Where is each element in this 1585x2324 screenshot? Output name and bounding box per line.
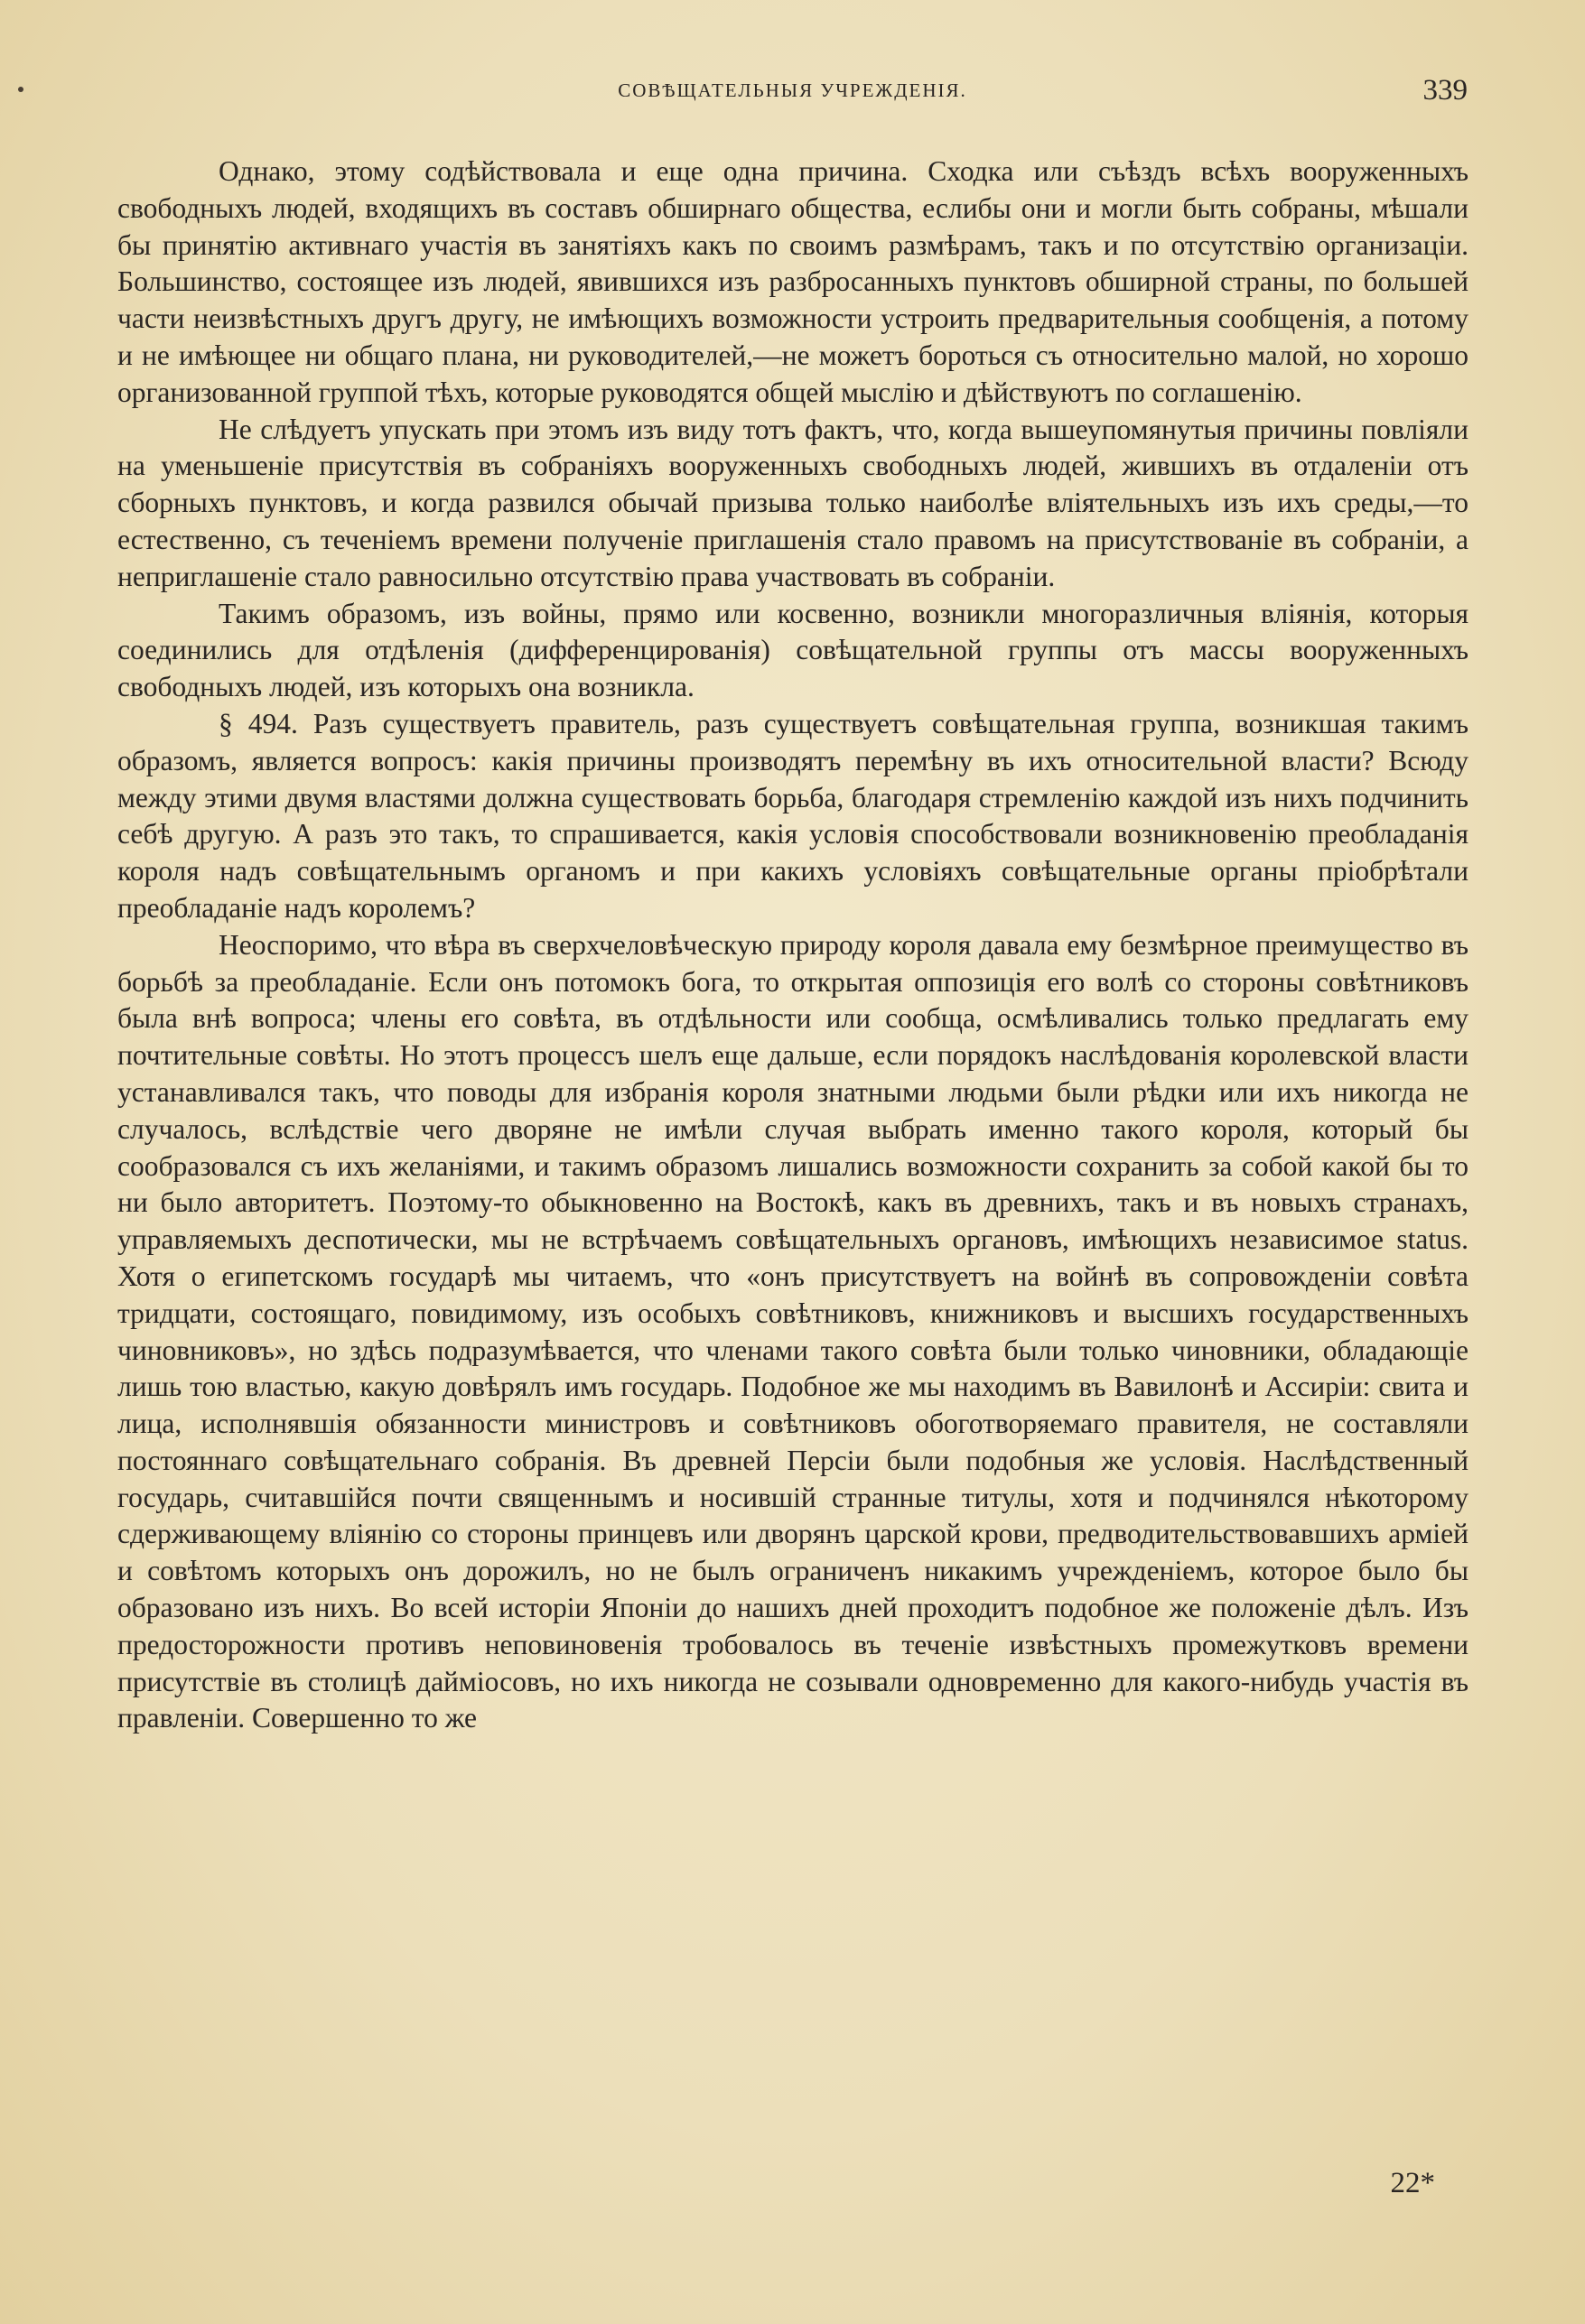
page-number: 339 xyxy=(1422,74,1468,107)
signature-mark: 22* xyxy=(1390,2167,1435,2199)
ink-speck xyxy=(18,87,23,92)
paragraph: Не слѣдуетъ упускать при этомъ изъ виду тотъ фактъ, что, когда вышеупомянутыя причины повліяли на уменьшеніе присутствія въ собраніяхъ вооруженныхъ свободныхъ людей, жившихъ въ отдаленіи отъ сборныхъ пунктовъ, и когда развился обычай призыва только наиболѣе вліятельныхъ изъ ихъ среды,—то естественно, съ теченіемъ времени полученіе приглашенія стало правомъ на присутствованіе въ собраніи, а неприглашеніе стало равносильно отсутствію права участвовать въ собраніи. xyxy=(117,413,1468,592)
paragraph-section-494: § 494. Разъ существуетъ правитель, разъ существуетъ совѣщательная группа, возникшая такимъ образомъ, является вопросъ: какія причины производятъ перемѣну въ ихъ относительной власти? Всюду между этими двумя властями должна существовать борьба, благодаря стремленію каждой изъ нихъ подчинить себѣ другую. А разъ это такъ, то спрашивается, какія условія способствовали возникновенію преобладанія короля надъ совѣщательнымъ органомъ и при какихъ условіяхъ совѣщательные органы пріобрѣтали преобладаніе надъ королемъ? xyxy=(117,707,1468,924)
running-head: СОВѢЩАТЕЛЬНЫЯ УЧРЕЖДЕНІЯ. xyxy=(618,79,967,101)
body-text xyxy=(117,153,1468,1737)
paragraph: Неоспоримо, что вѣра въ сверхчеловѣческую природу короля давала ему безмѣрное преимущество въ борьбѣ за преобладаніе. Если онъ потомокъ бога, то открытая оппозиція его волѣ со стороны совѣтниковъ была внѣ вопроса; члены его совѣта, въ отдѣльности или сообща, осмѣливались только предлагать ему почтительные совѣты. Но этотъ процессъ шелъ еще дальше, если порядокъ наслѣдованія королевской власти устанавливался такъ, что поводы для избранія короля знатными людьми были рѣдки или ихъ никогда не случалось, вслѣдствіе чего дворяне не имѣли случая выбрать именно такого короля, который бы сообразовался съ ихъ желаніями, и такимъ образомъ лишались возможности сохранить за собой какой бы то ни было авторитетъ. Поэтому-то обыкновенно на Востокѣ, какъ въ древнихъ, такъ и въ новыхъ странахъ, управляемыхъ деспотически, мы не встрѣчаемъ совѣщательныхъ органовъ, имѣющихъ независимое status. Хотя о египетскомъ государѣ мы читаемъ, что «онъ присутствуетъ на войнѣ въ сопровожденіи совѣта тридцати, состоящаго, повидимому, изъ особыхъ совѣтниковъ, книжниковъ и высшихъ государственныхъ чиновниковъ», но здѣсь подразумѣвается, что членами такого совѣта были только чиновники, обладающіе лишь тою властью, какую довѣрялъ имъ государь. Подобное же мы находимъ въ Вавилонѣ и Ассиріи: свита и лица, исполнявшія обязанности министровъ и совѣтниковъ обоготворяемаго правителя, не составляли постояннаго совѣщательнаго собранія. Въ древней Персіи были подобныя же условія. Наслѣдственный государь, считавшійся почти священнымъ и носившій странные титулы, хотя и подчинялся нѣкоторому сдерживающему вліянію со стороны принцевъ или дворянъ царской крови, предводительствовавшихъ арміей и совѣтомъ которыхъ онъ дорожилъ, но не былъ ограниченъ никакимъ учрежденіемъ, которое было бы образовано изъ нихъ. Во всей исторіи Японіи до нашихъ дней проходитъ подобное же положеніе дѣлъ. Изъ предосторожности противъ неповиновенія тробовалось въ теченіе извѣстныхъ промежутковъ времени присутствіе въ столицѣ даймiосовъ, но ихъ никогда не созывали одновременно для какого-нибудь участія въ правленіи. Совершенно то же xyxy=(117,928,1468,1734)
page-header xyxy=(117,74,1468,110)
paragraph: Такимъ образомъ, изъ войны, прямо или косвенно, возникли многоразличныя вліянія, которыя соединились для отдѣленія (дифференцированія) совѣщательной группы отъ массы вооруженныхъ свободныхъ людей, изъ которыхъ она возникла. xyxy=(117,597,1468,703)
paragraph: Однако, этому содѣйствовала и еще одна причина. Сходка или съѣздъ всѣхъ вооруженныхъ свободныхъ людей, входящихъ въ составъ обширнаго общества, еслибы они и могли быть собраны, мѣшали бы принятію активнаго участія въ занятіяхъ какъ по своимъ размѣрамъ, такъ и по отсутствію организаціи. Большинство, состоящее изъ людей, явившихся изъ разбросанныхъ пунктовъ обширной страны, по большей части неизвѣстныхъ другъ другу, не имѣющихъ возможности устроить предварительныя сообщенія, а потому и не имѣющее ни общаго плана, ни руководителей,—не можетъ бороться съ относительно малой, но хорошо организованной группой тѣхъ, которые руководятся общей мыслію и дѣйствуютъ по соглашенію. xyxy=(117,155,1468,408)
